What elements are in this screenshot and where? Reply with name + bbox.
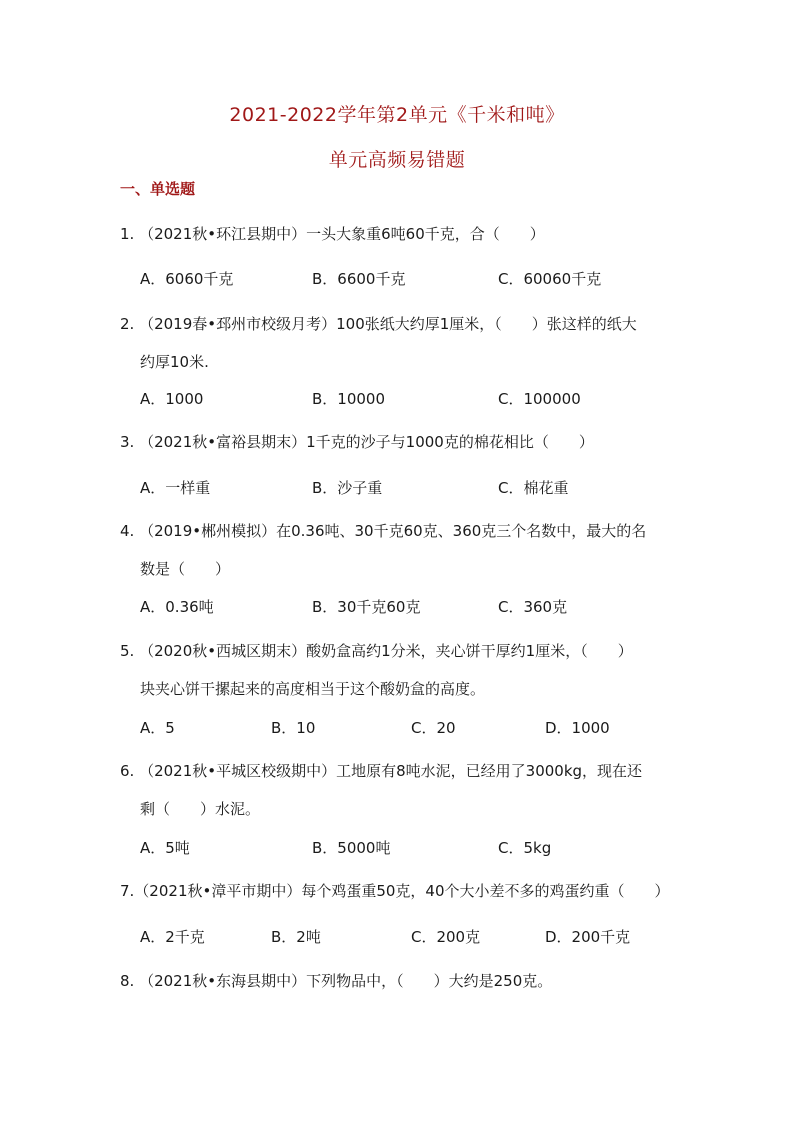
option-b: B．30千克60克 xyxy=(312,598,421,616)
option-a: A．1000 xyxy=(140,390,204,408)
question-text-continued: 块夹心饼干摞起来的高度相当于这个酸奶盒的高度。 xyxy=(140,680,486,698)
option-b: B．10000 xyxy=(312,390,386,408)
option-d: D．200千克 xyxy=(545,928,631,946)
question-text: 7.（2021秋•漳平市期中）每个鸡蛋重50克，40个大小差不多的鸡蛋约重（ ） xyxy=(120,882,670,900)
question-4 xyxy=(120,512,690,588)
option-c: C．20 xyxy=(411,719,456,737)
question-6 xyxy=(120,752,690,828)
question-text: 4. （2019•郴州模拟）在0.36吨、30千克60克、360克三个名数中，最大的名 xyxy=(120,522,647,540)
option-a: A．5吨 xyxy=(140,839,190,857)
question-3 xyxy=(120,423,690,461)
question-text: 2. （2019春•邳州市校级月考）100张纸大约厚1厘米，（ ）张这样的纸大 xyxy=(120,315,637,333)
option-a: A．0.36吨 xyxy=(140,598,214,616)
question-2 xyxy=(120,305,690,381)
question-text-continued: 数是（ ） xyxy=(140,560,231,578)
option-a: A．5 xyxy=(140,719,175,737)
option-a: A．2千克 xyxy=(140,928,205,946)
question-text: 6. （2021秋•平城区校级期中）工地原有8吨水泥，已经用了3000kg，现在还 xyxy=(120,762,643,780)
question-text: 8. （2021秋•东海县期中）下列物品中，（ ）大约是250克。 xyxy=(120,972,553,990)
question-text-continued: 约厚10米. xyxy=(140,353,209,371)
question-text: 1. （2021秋•环江县期中）一头大象重6吨60千克，合（ ） xyxy=(120,225,545,243)
option-b: B．6600千克 xyxy=(312,270,406,288)
question-1 xyxy=(120,215,690,253)
option-a: A．一样重 xyxy=(140,479,211,497)
document-subtitle: 单元高频易错题 xyxy=(328,149,466,171)
option-d: D．1000 xyxy=(545,719,610,737)
option-c: C．200克 xyxy=(411,928,481,946)
question-8 xyxy=(120,962,690,1000)
question-text: 3. （2021秋•富裕县期末）1千克的沙子与1000克的棉花相比（ ） xyxy=(120,433,594,451)
option-b: B．沙子重 xyxy=(312,479,383,497)
option-b: B．5000吨 xyxy=(312,839,391,857)
option-c: C．棉花重 xyxy=(498,479,569,497)
question-5 xyxy=(120,632,690,708)
option-c: C．100000 xyxy=(498,390,581,408)
question-7 xyxy=(120,872,690,910)
option-b: B．10 xyxy=(271,719,316,737)
question-text-continued: 剩（ ）水泥。 xyxy=(140,800,261,818)
option-c: C．360克 xyxy=(498,598,568,616)
option-a: A．6060千克 xyxy=(140,270,234,288)
question-text: 5. （2020秋•西城区期末）酸奶盒高约1分米，夹心饼干厚约1厘米，（ ） xyxy=(120,642,633,660)
option-c: C．5kg xyxy=(498,839,552,857)
option-c: C．60060千克 xyxy=(498,270,602,288)
option-b: B．2吨 xyxy=(271,928,321,946)
document-title: 2021-2022学年第2单元《千米和吨》 xyxy=(229,104,565,126)
section-heading: 一、单选题 xyxy=(120,180,196,198)
